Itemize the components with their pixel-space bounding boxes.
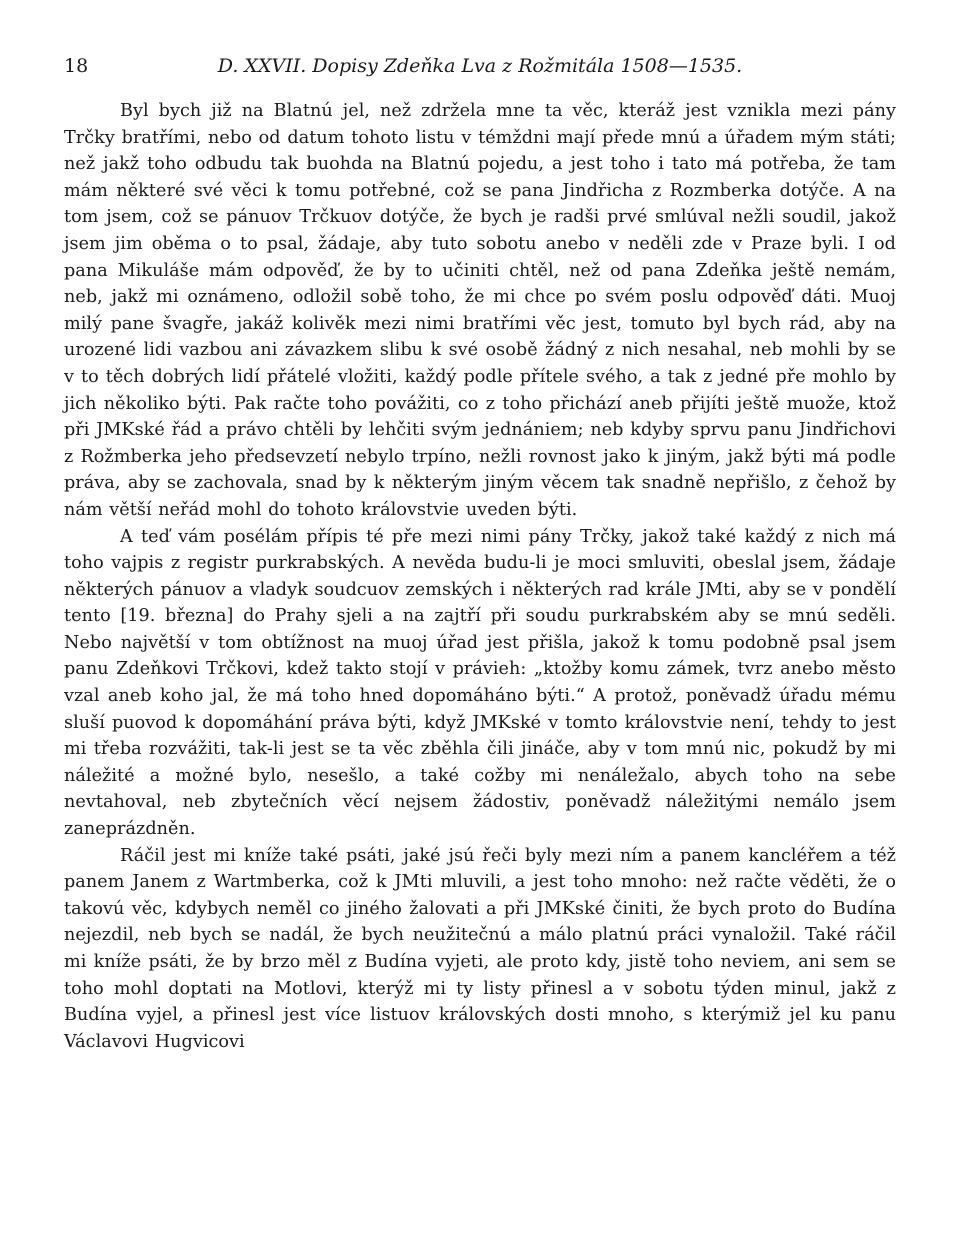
document-page [64,55,896,1055]
paragraph: Ráčil jest mi kníže také psáti, jaké jsú řeči byly mezi ním a panem kancléřem a též panem Janem z Wartmberka, což k JMti mluvili, a jest toho mnoho: než račte věděti, že o takovú věc, kdybych neměl co jiného žalovati a při JMKské činiti, že bych proto do Budína nejezdil, neb bych se nadál, že bych neužitečnú a málo platnú práci vynaložil. Také ráčil mi kníže psáti, že by brzo měl z Budína vyjeti, ale proto kdy, jistě toho neviem, ani sem se toho mohl doptati na Motlovi, kterýž mi ty listy přinesl a v sobotu týden minul, jakž z Budína vyjel, a přinesl jest více listuov královských dosti mnoho, s kterýmiž jel ku panu Václavovi Hugvicovi [64,845,896,1052]
page-header [64,55,896,85]
paragraph: Byl bych již na Blatnú jel, než zdržela mne ta věc, kteráž jest vznikla mezi pány Trčky bratřími, nebo od datum tohoto listu v témždni mají přede mnú a úřadem mým státi; než jakž toho odbudu tak buohda na Blatnú pojedu, a jest toho i tato má potřeba, že tam mám některé své věci k tomu potřebné, což se pana Jindřicha z Rozmberka dotýče. A na tom jsem, což se pánuov Trčkuov dotýče, že bych je radši prvé smlúval nežli soudil, jakož jsem jim oběma o to psal, žádaje, aby tuto sobotu anebo v neděli zde v Praze byli. I od pana Mikuláše mám odpověď, že by to učiniti chtěl, než od pana Zdeňka ještě nemám, neb, jakž mi oznámeno, odložil sobě toho, že mi chce po svém poslu odpověď dáti. Muoj milý pane švagře, jakáž kolivěk mezi nimi bratřími věc jest, tomuto byl bych rád, aby na urozené lidi vazbou ani závazkem slibu k své osobě žádný z nich nesahal, neb mohli by se v to těch dobrých lidí přátelé vložiti, každý podle přítele svého, a tak z jedné pře mohlo by jich několiko býti. Pak račte toho povážiti, co z toho přichází aneb přijíti ještě muože, ktož při JMKské řád a právo chtěli by lehčiti svým jednániem; neb kdyby sprvu panu Jindřichovi z Rožmberka jeho předsevzetí nebylo trpíno, nežli rovnost jako k jiným, jakž býti má podle práva, aby se zachovala, snad by k některým jiným věcem tak snadně nepřišlo, z čehož by nám větší neřád mohl do tohoto královstvie uveden býti. [64,101,896,520]
paragraph: A teď vám posélám přípis té pře mezi nimi pány Trčky, jakož také každý z nich má toho vajpis z registr purkrabských. A nevěda budu-li je moci smluviti, obeslal jsem, žádaje některých pánuov a vladyk soudcuov zemských i některých rad krále JMti, aby se v pondělí tento [19. března] do Prahy sjeli a na zajtří při soudu purkrabském aby se mnú seděli. Nebo najvětší v tom obtížnost na muoj úřad jest přišla, jakož k tomu podobně psal jsem panu Zdeňkovi Trčkovi, kdež takto stojí v právieh: „ktožby komu zámek, tvrz anebo město vzal aneb koho jal, že má toho hned dopomáháno býti.“ A protož, poněvadž úřadu mému sluší puovod k dopomáhání práva býti, když JMKské v tomto královstvie není, tehdy to jest mi třeba rozvážiti, tak-li jest se ta věc zběhla čili jináče, aby v tom mnú nic, pokudž by mi náležité a možné bylo, nesešlo, a také cožby mi nenáležalo, abych toho na sebe nevtahoval, neb zbytečních věcí nejsem žádostiv, poněvadž náležitými nemálo jsem zaneprázdněn. [64,526,896,840]
running-title: D. XXVII. Dopisy Zdeňka Lva z Rožmitála 1508—1535. [217,55,743,77]
body-text [64,98,896,1055]
page-number: 18 [64,55,89,77]
